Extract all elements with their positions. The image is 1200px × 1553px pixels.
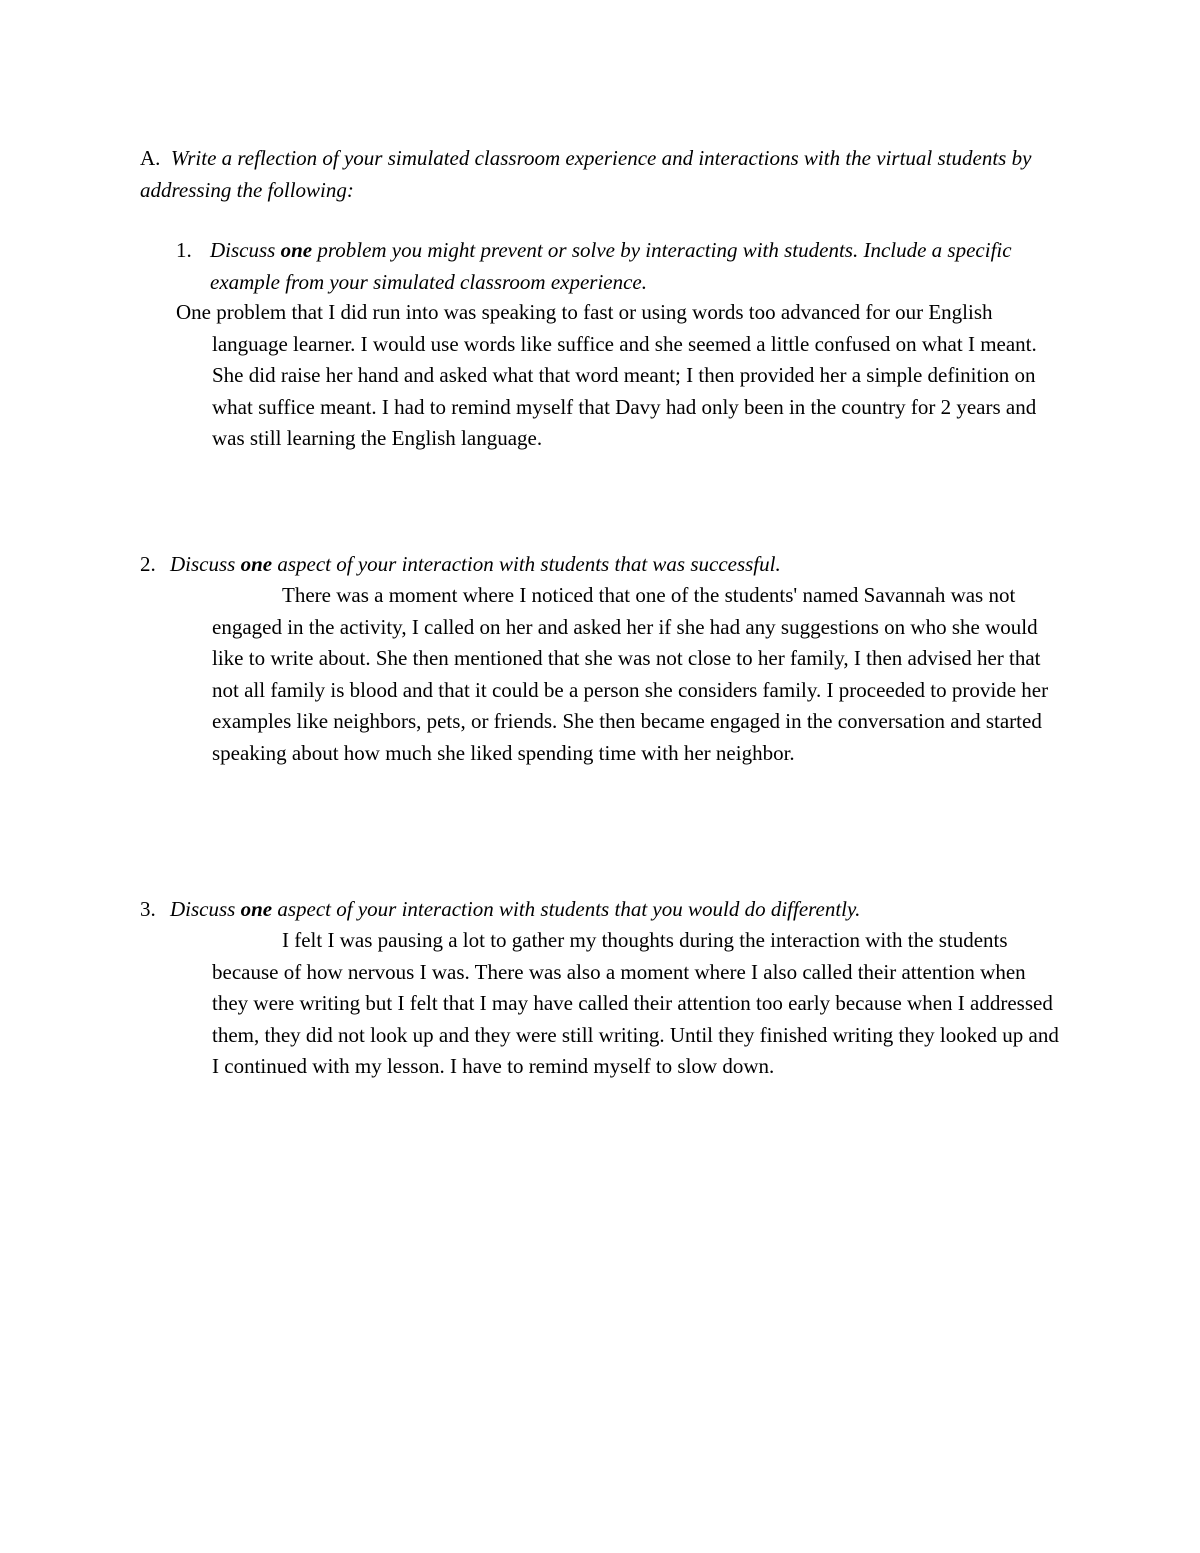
section-a-marker: A.	[140, 146, 161, 170]
question-2-prefix: Discuss	[170, 552, 236, 576]
question-1-text: problem you might prevent or solve by interacting with students. Include a specific example from your simulated classroom experience.	[210, 238, 1012, 294]
question-2-text: aspect of your interaction with students that was successful.	[277, 552, 781, 576]
question-2-number: 2.	[140, 552, 156, 576]
question-3-emphasis: one	[240, 897, 273, 921]
answer-3: I felt I was pausing a lot to gather my thoughts during the interaction with the students because of how nervous I was. There was also a moment where I also called their attention when they were writing but I felt that I may have called their attention too early because when I addressed them, they did not look up and they were still writing. Until they finished writing they looked up and I continued with my lesson. I have to remind myself to slow down.	[212, 928, 1059, 1078]
answer-2: There was a moment where I noticed that one of the students' named Savannah was not engaged in the activity, I called on her and asked her if she had any suggestions on who she would like to write about. She then mentioned that she was not close to her family, I then advised her that not all family is blood and that it could be a person she considers family. I proceeded to provide her examples like neighbors, pets, or friends. She then became engaged in the conversation and started speaking about how much she liked spending time with her neighbor.	[212, 583, 1049, 765]
question-1-emphasis: one	[280, 238, 313, 262]
question-2	[140, 548, 1040, 580]
question-3-text: aspect of your interaction with students that you would do differently.	[277, 897, 861, 921]
question-3-number: 3.	[140, 897, 156, 921]
question-3	[140, 893, 1040, 925]
question-1	[176, 234, 1056, 298]
section-a-prompt: Write a reflection of your simulated classroom experience and interactions with the virtual students by addressing the following:	[140, 146, 1032, 202]
question-1-number: 1.	[176, 238, 192, 262]
question-3-prefix: Discuss	[170, 897, 236, 921]
answer-1: One problem that I did run into was speaking to fast or using words too advanced for our English language learner. I would use words like suffice and she seemed a little confused on what I meant. She did raise her hand and asked what that word meant; I then provided her a simple definition on what suffice meant. I had to remind myself that Davy had only been in the country for 2 years and was still learning the English language.	[176, 300, 1037, 450]
question-2-emphasis: one	[240, 552, 273, 576]
section-a-heading	[140, 142, 1060, 206]
question-1-prefix: Discuss	[210, 238, 276, 262]
